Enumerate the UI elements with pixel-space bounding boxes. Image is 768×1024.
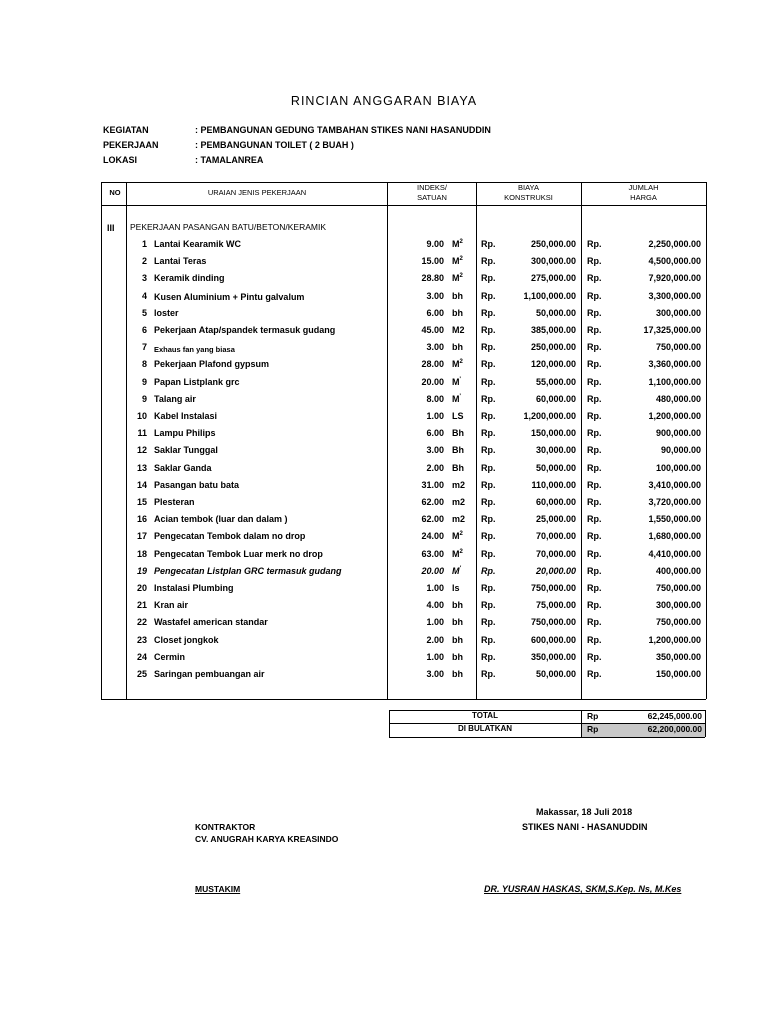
row-unit-symbol: M [452, 531, 460, 541]
row-unit-symbol: M [452, 239, 460, 249]
row-description: Pengecatan Tembok dalam no drop [154, 531, 306, 541]
row-total-currency: Rp. [587, 394, 602, 404]
row-total-currency: Rp. [587, 514, 602, 524]
row-description: Exhaus fan yang biasa [154, 345, 235, 354]
row-total-currency: Rp. [587, 480, 602, 490]
row-unit [452, 600, 463, 610]
row-unit [452, 239, 463, 249]
row-unit-symbol: m2 [452, 497, 466, 507]
row-unit-symbol: bh [452, 635, 463, 645]
table-rule-vertical [581, 182, 582, 699]
row-unit-exponent: 2 [459, 359, 463, 365]
row-price-currency: Rp. [481, 514, 496, 524]
rounded-value: 62,200,000.00 [647, 724, 702, 734]
row-number: 9 [141, 377, 147, 387]
row-total-currency: Rp. [587, 445, 602, 455]
col-header-biaya-2: KONSTRUKSI [504, 193, 553, 202]
row-unit [452, 531, 463, 541]
row-unit [452, 497, 465, 507]
row-price-currency: Rp. [481, 617, 496, 627]
row-unit-symbol: M [452, 256, 460, 266]
row-description: Kabel Instalasi [154, 411, 218, 421]
row-unit [452, 359, 463, 369]
row-unit-symbol: M [452, 566, 460, 576]
row-unit-symbol: bh [452, 342, 463, 352]
row-quantity: 4.00 [426, 600, 444, 610]
row-description: Wastafel american standar [154, 617, 268, 627]
row-quantity: 9.00 [426, 239, 444, 249]
row-unit-price: 60,000.00 [535, 394, 576, 404]
row-description: Pekerjaan Plafond gypsum [154, 359, 270, 369]
row-total-currency: Rp. [587, 463, 602, 473]
row-unit-symbol: Bh [452, 445, 464, 455]
info-label: KEGIATAN [103, 125, 149, 135]
row-number: 4 [141, 291, 147, 301]
row-unit-symbol: Bh [452, 463, 464, 473]
row-price-currency: Rp. [481, 273, 496, 283]
row-unit-exponent: ' [459, 377, 461, 383]
row-quantity: 1.00 [426, 652, 444, 662]
row-total-price: 2,250,000.00 [648, 239, 701, 249]
row-quantity: 1.00 [426, 411, 444, 421]
row-unit-price: 70,000.00 [535, 549, 576, 559]
col-header-uraian: URAIAN JENIS PEKERJAAN [207, 188, 307, 197]
row-description: Pekerjaan Atap/spandek termasuk gudang [154, 325, 336, 335]
row-description: Lantai Teras [154, 256, 207, 266]
place-date: Makassar, 18 Juli 2018 [536, 807, 633, 817]
row-price-currency: Rp. [481, 377, 496, 387]
row-number: 11 [137, 428, 147, 438]
row-total-price: 3,360,000.00 [648, 359, 701, 369]
row-total-price: 3,720,000.00 [648, 497, 701, 507]
row-unit-symbol: bh [452, 617, 463, 627]
row-unit-exponent: ' [459, 394, 461, 400]
row-total-price: 3,410,000.00 [648, 480, 701, 490]
row-number: 21 [136, 600, 147, 610]
row-unit-exponent: 2 [459, 531, 463, 537]
row-number: 7 [141, 342, 147, 352]
row-number: 23 [136, 635, 147, 645]
row-unit-symbol: ls [452, 583, 460, 593]
row-total-currency: Rp. [587, 566, 602, 576]
row-unit-price: 750,000.00 [530, 617, 576, 627]
row-quantity: 2.00 [426, 635, 444, 645]
summary-rule [389, 737, 705, 738]
row-total-price: 100,000.00 [655, 463, 701, 473]
row-total-currency: Rp. [587, 411, 602, 421]
row-unit-symbol: M [452, 394, 460, 404]
row-description: Plesteran [154, 497, 195, 507]
row-number: 8 [141, 359, 147, 369]
row-unit-symbol: Bh [452, 428, 464, 438]
row-quantity: 20.00 [421, 377, 444, 387]
row-unit-symbol: bh [452, 308, 463, 318]
info-value: : TAMALANREA [195, 155, 264, 165]
row-total-price: 3,300,000.00 [648, 291, 701, 301]
row-description: Lampu Philips [154, 428, 216, 438]
row-unit-price: 1,200,000.00 [523, 411, 576, 421]
row-unit [452, 273, 463, 283]
summary-rule [581, 710, 582, 737]
row-unit [452, 583, 460, 593]
row-price-currency: Rp. [481, 445, 496, 455]
row-unit-price: 20,000.00 [535, 566, 576, 576]
row-quantity: 3.00 [426, 342, 444, 352]
row-unit-price: 50,000.00 [535, 308, 576, 318]
row-total-price: 300,000.00 [655, 308, 701, 318]
row-number: 20 [136, 583, 147, 593]
row-unit [452, 325, 465, 335]
row-total-currency: Rp. [587, 428, 602, 438]
row-total-price: 1,200,000.00 [648, 411, 701, 421]
row-total-currency: Rp. [587, 549, 602, 559]
row-total-currency: Rp. [587, 531, 602, 541]
row-unit-symbol: bh [452, 669, 463, 679]
row-unit-price: 110,000.00 [531, 480, 576, 490]
row-number: 6 [141, 325, 147, 335]
row-unit-price: 50,000.00 [535, 669, 576, 679]
row-description: Kran air [154, 600, 189, 610]
row-number: 5 [141, 308, 147, 318]
row-description: Instalasi Plumbing [154, 583, 234, 593]
rounded-label: DI BULATKAN [457, 724, 513, 733]
row-unit-price: 25,000.00 [535, 514, 576, 524]
total-value: 62,245,000.00 [647, 711, 702, 721]
row-unit [452, 566, 461, 576]
row-unit-exponent: 2 [459, 273, 463, 279]
row-total-currency: Rp. [587, 325, 602, 335]
contractor-signatory: MUSTAKIM [195, 884, 241, 894]
row-number: 10 [136, 411, 147, 421]
row-quantity: 31.00 [421, 480, 444, 490]
row-price-currency: Rp. [481, 652, 496, 662]
row-unit-symbol: m2 [452, 480, 466, 490]
row-unit-symbol: bh [452, 291, 463, 301]
row-unit-price: 385,000.00 [530, 325, 576, 335]
row-price-currency: Rp. [481, 342, 496, 352]
row-price-currency: Rp. [481, 308, 496, 318]
row-total-currency: Rp. [587, 652, 602, 662]
row-total-currency: Rp. [587, 497, 602, 507]
row-unit [452, 308, 463, 318]
row-quantity: 3.00 [426, 669, 444, 679]
row-unit-exponent: 2 [459, 256, 463, 262]
row-total-currency: Rp. [587, 583, 602, 593]
row-unit [452, 669, 463, 679]
table-rule-horizontal [101, 205, 706, 206]
summary-rule [389, 710, 390, 737]
row-description: Pasangan batu bata [154, 480, 240, 490]
client-signatory: DR. YUSRAN HASKAS, SKM,S.Kep. Ns, M.Kes [484, 884, 682, 894]
col-header-no: NO [109, 188, 121, 197]
row-total-currency: Rp. [587, 359, 602, 369]
row-total-price: 17,325,000.00 [643, 325, 701, 335]
row-unit-price: 50,000.00 [535, 463, 576, 473]
row-total-price: 4,500,000.00 [648, 256, 701, 266]
table-rule-vertical [387, 182, 388, 699]
row-unit-price: 1,100,000.00 [523, 291, 576, 301]
row-unit-price: 250,000.00 [530, 239, 576, 249]
row-quantity: 3.00 [426, 445, 444, 455]
row-total-price: 750,000.00 [655, 617, 701, 627]
row-unit-price: 75,000.00 [535, 600, 576, 610]
info-label: LOKASI [103, 155, 138, 165]
row-unit-symbol: M [452, 549, 460, 559]
client-organization: STIKES NANI - HASANUDDIN [522, 822, 648, 832]
row-unit-exponent: ' [459, 566, 461, 572]
row-total-currency: Rp. [587, 256, 602, 266]
row-unit-symbol: M [452, 273, 460, 283]
row-total-price: 900,000.00 [655, 428, 701, 438]
row-quantity: 1.00 [426, 617, 444, 627]
row-unit-symbol: M [452, 359, 460, 369]
row-description: Saklar Tunggal [154, 445, 218, 455]
row-unit-symbol: m2 [452, 514, 466, 524]
row-unit [452, 514, 465, 524]
row-price-currency: Rp. [481, 325, 496, 335]
row-price-currency: Rp. [481, 291, 496, 301]
row-unit [452, 411, 464, 421]
row-unit-symbol: bh [452, 652, 463, 662]
row-unit-price: 750,000.00 [530, 583, 576, 593]
row-price-currency: Rp. [481, 411, 496, 421]
row-number: 14 [136, 480, 147, 490]
row-total-price: 750,000.00 [655, 583, 701, 593]
row-quantity: 45.00 [421, 325, 444, 335]
row-description: Talang air [154, 394, 196, 404]
col-header-indeks-1: INDEKS/ [416, 183, 447, 192]
row-unit [452, 463, 464, 473]
row-total-price: 1,680,000.00 [648, 531, 701, 541]
row-unit [452, 394, 461, 404]
row-number: 9 [141, 394, 147, 404]
col-header-jumlah-2: HARGA [630, 193, 657, 202]
section-label: PEKERJAAN PASANGAN BATU/BETON/KERAMIK [130, 222, 327, 232]
row-price-currency: Rp. [481, 359, 496, 369]
row-quantity: 24.00 [421, 531, 444, 541]
total-currency: Rp [587, 711, 599, 721]
row-quantity: 62.00 [421, 497, 444, 507]
table-rule-horizontal [101, 182, 706, 183]
row-number: 12 [136, 445, 147, 455]
summary-rule [389, 723, 705, 724]
row-unit [452, 617, 463, 627]
row-unit [452, 445, 464, 455]
row-total-currency: Rp. [587, 291, 602, 301]
row-total-currency: Rp. [587, 377, 602, 387]
row-description: loster [154, 308, 179, 318]
row-unit-symbol: M [452, 377, 460, 387]
table-rule-vertical [126, 182, 127, 699]
row-number: 13 [136, 463, 147, 473]
row-quantity: 28.00 [421, 359, 444, 369]
row-unit-price: 70,000.00 [535, 531, 576, 541]
row-description: Acian tembok (luar dan dalam ) [154, 514, 288, 524]
row-unit-exponent: 2 [459, 549, 463, 555]
row-unit-price: 60,000.00 [535, 497, 576, 507]
document-title: RINCIAN ANGGARAN BIAYA [290, 94, 478, 108]
row-price-currency: Rp. [481, 428, 496, 438]
row-number: 22 [136, 617, 147, 627]
row-total-currency: Rp. [587, 308, 602, 318]
row-total-currency: Rp. [587, 600, 602, 610]
row-unit-price: 275,000.00 [530, 273, 576, 283]
row-price-currency: Rp. [481, 600, 496, 610]
table-rule-vertical [101, 182, 102, 699]
row-number: 1 [141, 239, 147, 249]
row-quantity: 3.00 [426, 291, 444, 301]
row-total-price: 1,100,000.00 [648, 377, 701, 387]
row-unit-exponent: 2 [459, 239, 463, 245]
total-label: TOTAL [472, 711, 498, 720]
row-description: Pengecatan Tembok Luar merk no drop [154, 549, 323, 559]
row-price-currency: Rp. [481, 256, 496, 266]
row-price-currency: Rp. [481, 669, 496, 679]
row-total-currency: Rp. [587, 273, 602, 283]
info-value: : PEMBANGUNAN GEDUNG TAMBAHAN STIKES NANI HASANUDDIN [195, 125, 491, 135]
row-unit [452, 635, 463, 645]
row-quantity: 6.00 [426, 428, 444, 438]
row-description: Kusen Aluminium + Pintu galvalum [154, 292, 305, 302]
row-price-currency: Rp. [481, 480, 496, 490]
row-unit [452, 652, 463, 662]
info-label: PEKERJAAN [103, 140, 159, 150]
row-unit-price: 350,000.00 [530, 652, 576, 662]
row-price-currency: Rp. [481, 463, 496, 473]
row-unit-symbol: M2 [452, 325, 465, 335]
col-header-jumlah-1: JUMLAH [628, 183, 659, 192]
row-total-currency: Rp. [587, 342, 602, 352]
table-rule-vertical [706, 182, 707, 699]
row-description: Keramik dinding [154, 273, 225, 283]
row-unit-price: 300,000.00 [530, 256, 576, 266]
row-total-price: 90,000.00 [660, 445, 701, 455]
contractor-company: CV. ANUGRAH KARYA KREASINDO [195, 834, 339, 844]
row-price-currency: Rp. [481, 239, 496, 249]
contractor-role: KONTRAKTOR [195, 822, 256, 832]
table-rule-horizontal [101, 699, 706, 700]
row-unit [452, 480, 465, 490]
row-quantity: 62.00 [421, 514, 444, 524]
row-quantity: 63.00 [421, 549, 444, 559]
row-description: Pengecatan Listplan GRC termasuk gudang [154, 566, 342, 576]
row-price-currency: Rp. [481, 497, 496, 507]
summary-rule [389, 710, 705, 711]
row-unit [452, 291, 463, 301]
row-number: 2 [141, 256, 147, 266]
row-price-currency: Rp. [481, 394, 496, 404]
row-description: Saklar Ganda [154, 463, 212, 473]
row-number: 19 [136, 566, 147, 576]
row-total-currency: Rp. [587, 669, 602, 679]
row-total-currency: Rp. [587, 617, 602, 627]
row-quantity: 15.00 [421, 256, 444, 266]
row-quantity: 1.00 [426, 583, 444, 593]
row-description: Lantai Kearamik WC [154, 239, 242, 249]
row-unit [452, 256, 463, 266]
row-total-currency: Rp. [587, 635, 602, 645]
rounded-currency: Rp [587, 724, 599, 734]
row-number: 18 [136, 549, 147, 559]
row-unit [452, 342, 463, 352]
row-unit-symbol: LS [452, 411, 464, 421]
info-value: : PEMBANGUNAN TOILET ( 2 BUAH ) [195, 140, 354, 150]
row-total-price: 300,000.00 [655, 600, 701, 610]
row-quantity: 28.80 [421, 273, 444, 283]
summary-rule [705, 710, 706, 737]
row-number: 16 [136, 514, 147, 524]
row-price-currency: Rp. [481, 635, 496, 645]
row-total-price: 750,000.00 [655, 342, 701, 352]
row-total-currency: Rp. [587, 239, 602, 249]
row-unit-symbol: bh [452, 600, 463, 610]
row-quantity: 6.00 [426, 308, 444, 318]
row-total-price: 400,000.00 [655, 566, 701, 576]
row-quantity: 2.00 [426, 463, 444, 473]
row-price-currency: Rp. [481, 531, 496, 541]
row-unit-price: 250,000.00 [530, 342, 576, 352]
row-total-price: 1,550,000.00 [648, 514, 701, 524]
row-description: Closet jongkok [154, 635, 219, 645]
row-price-currency: Rp. [481, 583, 496, 593]
col-header-indeks-2: SATUAN [417, 193, 447, 202]
row-total-price: 480,000.00 [655, 394, 701, 404]
row-unit-price: 120,000.00 [530, 359, 576, 369]
row-unit-price: 150,000.00 [530, 428, 576, 438]
row-number: 24 [136, 652, 147, 662]
row-quantity: 8.00 [426, 394, 444, 404]
row-unit [452, 428, 464, 438]
row-number: 15 [136, 497, 147, 507]
row-description: Cermin [154, 652, 186, 662]
row-quantity: 20.00 [421, 566, 444, 576]
section-number: III [107, 223, 115, 233]
row-number: 3 [141, 273, 147, 283]
row-unit-price: 600,000.00 [530, 635, 576, 645]
row-total-price: 150,000.00 [655, 669, 701, 679]
row-unit-price: 30,000.00 [535, 445, 576, 455]
row-total-price: 7,920,000.00 [648, 273, 701, 283]
row-description: Papan Listplank grc [154, 377, 240, 387]
col-header-biaya-1: BIAYA [518, 183, 539, 192]
row-description: Saringan pembuangan air [154, 669, 265, 679]
row-unit-price: 55,000.00 [535, 377, 576, 387]
row-price-currency: Rp. [481, 566, 496, 576]
row-number: 25 [136, 669, 147, 679]
row-total-price: 4,410,000.00 [648, 549, 701, 559]
row-total-price: 1,200,000.00 [648, 635, 701, 645]
row-number: 17 [136, 531, 147, 541]
table-rule-vertical [476, 182, 477, 699]
row-unit [452, 377, 461, 387]
row-price-currency: Rp. [481, 549, 496, 559]
row-total-price: 350,000.00 [655, 652, 701, 662]
row-unit [452, 549, 463, 559]
